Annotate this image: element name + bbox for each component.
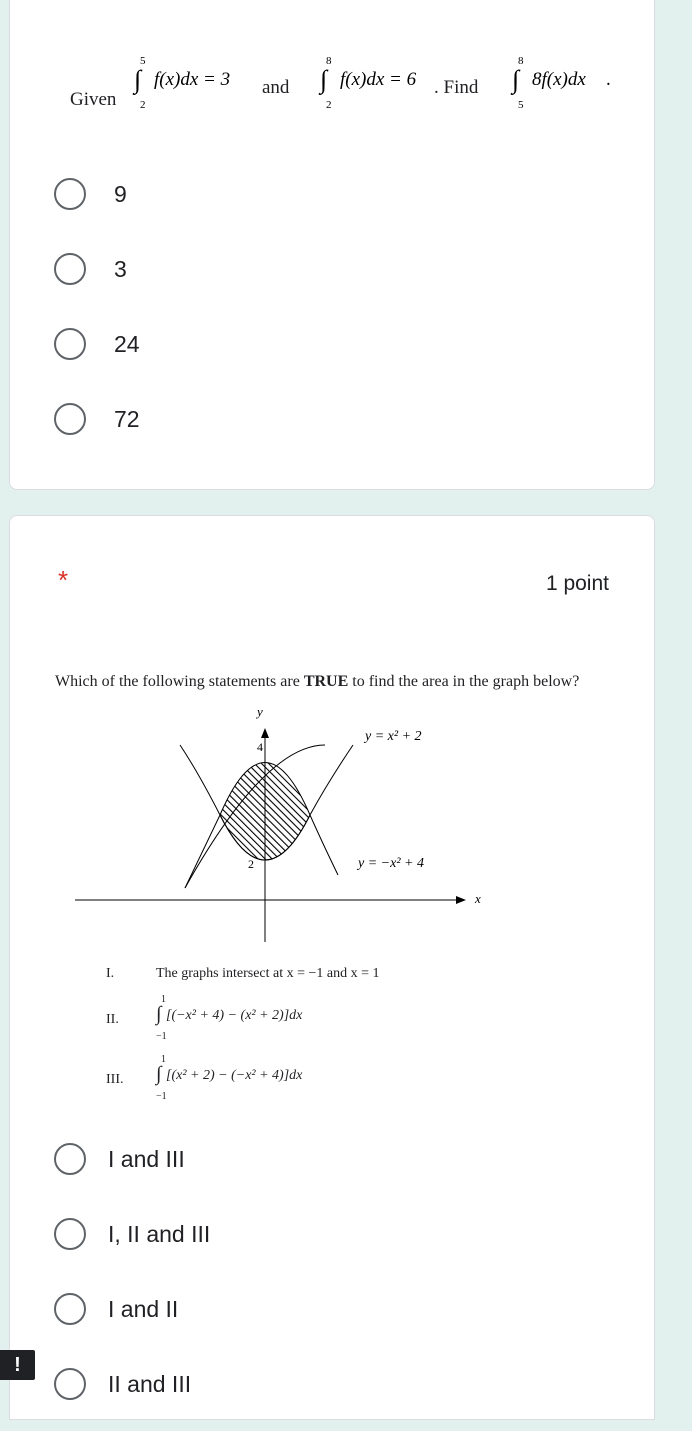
q2-option-3[interactable] bbox=[54, 1291, 178, 1327]
integral-lower: −1 bbox=[156, 1091, 167, 1102]
option-label: 9 bbox=[114, 180, 127, 207]
radio-button[interactable] bbox=[54, 1218, 86, 1250]
prompt-text: to find the area in the graph below? bbox=[348, 673, 580, 690]
q1-option-2[interactable] bbox=[54, 251, 127, 287]
radio-button[interactable] bbox=[54, 1368, 86, 1400]
integral-2-upper: 8 bbox=[326, 55, 332, 67]
tick-label-2: 2 bbox=[248, 857, 254, 871]
prompt-text: Which of the following statements are bbox=[55, 673, 304, 690]
q2-option-2[interactable] bbox=[54, 1216, 210, 1252]
tick-label-4: 4 bbox=[257, 740, 263, 754]
integrand: [(x² + 2) − (−x² + 4)]dx bbox=[166, 1068, 303, 1083]
option-label: II and III bbox=[108, 1370, 192, 1397]
period: . bbox=[606, 69, 611, 90]
option-label: 3 bbox=[114, 255, 127, 282]
warning-icon[interactable]: ! bbox=[0, 1350, 35, 1380]
integral-2-body: f(x)dx = 6 bbox=[340, 69, 417, 90]
statement-number: III. bbox=[106, 1072, 124, 1087]
q2-option-4[interactable] bbox=[54, 1366, 191, 1402]
q1-option-1[interactable] bbox=[54, 176, 127, 212]
radio-button[interactable] bbox=[54, 328, 86, 360]
integral-3-body: 8f(x)dx bbox=[532, 69, 586, 90]
integral-lower: −1 bbox=[156, 1031, 167, 1042]
area-graph bbox=[70, 700, 510, 945]
integral-1-body: f(x)dx = 3 bbox=[154, 69, 231, 90]
x-axis-label: x bbox=[475, 891, 481, 906]
prompt-bold: TRUE bbox=[303, 673, 349, 690]
curve-label-neg-x2-plus-4: y = −x² + 4 bbox=[358, 856, 424, 871]
q1-option-4[interactable] bbox=[54, 401, 140, 437]
radio-button[interactable] bbox=[54, 403, 86, 435]
integral-upper: 1 bbox=[161, 1054, 166, 1065]
integral-1-lower: 2 bbox=[140, 99, 146, 111]
integral-sign: ∫ bbox=[320, 65, 328, 94]
integral-1 bbox=[132, 55, 262, 115]
integral-upper: 1 bbox=[161, 994, 166, 1005]
question-2-prompt bbox=[55, 673, 579, 691]
integral-1-upper: 5 bbox=[140, 55, 146, 67]
q1-option-3[interactable] bbox=[54, 326, 140, 362]
curve-neg-x2-plus-4 bbox=[180, 745, 220, 815]
points-label: 1 point bbox=[545, 572, 609, 595]
curve-neg-x2-plus-4 bbox=[310, 815, 338, 875]
y-axis-label: y bbox=[257, 704, 263, 719]
option-label: 72 bbox=[114, 405, 140, 432]
integral-sign: ∫ bbox=[156, 1003, 162, 1025]
integral-3 bbox=[510, 55, 620, 115]
integral-3-lower: 5 bbox=[518, 99, 524, 111]
integral-2-lower: 2 bbox=[326, 99, 332, 111]
integral-sign: ∫ bbox=[134, 65, 142, 94]
required-asterisk: * bbox=[58, 565, 69, 595]
radio-button[interactable] bbox=[54, 253, 86, 285]
option-label: 24 bbox=[114, 330, 140, 357]
given-label: Given bbox=[70, 89, 117, 110]
integral-2 bbox=[318, 55, 453, 115]
radio-button[interactable] bbox=[54, 178, 86, 210]
integral-sign: ∫ bbox=[156, 1063, 162, 1085]
q2-option-1[interactable] bbox=[54, 1141, 185, 1177]
option-label: I and II bbox=[108, 1295, 179, 1322]
curve-x2-plus-2 bbox=[185, 815, 220, 888]
question-1-text bbox=[70, 89, 116, 111]
statement-3-integral bbox=[156, 1054, 376, 1104]
curve-label-x2-plus-2: y = x² + 2 bbox=[365, 729, 422, 744]
option-label: I, II and III bbox=[108, 1220, 211, 1247]
x-axis-arrow bbox=[456, 896, 466, 904]
radio-button[interactable] bbox=[54, 1293, 86, 1325]
integral-sign: ∫ bbox=[512, 65, 520, 94]
radio-button[interactable] bbox=[54, 1143, 86, 1175]
find-label: . Find bbox=[434, 77, 479, 98]
statement-2-integral bbox=[156, 994, 376, 1044]
and-label: and bbox=[262, 77, 290, 98]
statement-number: I. bbox=[106, 966, 115, 981]
integrand: [(−x² + 4) − (x² + 2)]dx bbox=[166, 1008, 303, 1023]
option-label: I and III bbox=[108, 1145, 185, 1172]
statement-number: II. bbox=[106, 1012, 119, 1027]
statement-1-text: The graphs intersect at x = −1 and x = 1 bbox=[156, 966, 380, 981]
integral-3-upper: 8 bbox=[518, 55, 524, 67]
y-axis-arrow bbox=[261, 728, 269, 738]
